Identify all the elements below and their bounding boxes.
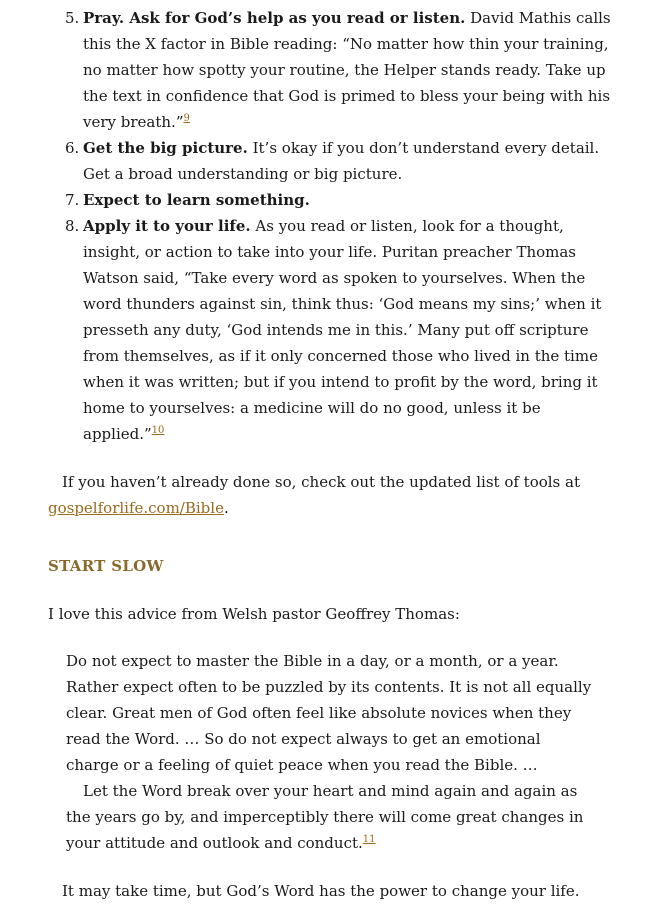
item-text: David Mathis calls this the X factor in Bible reading: “No matter how thin your training, no matter how spotty your routine, the Helper stands ready. Take up the text in confidence that God is primed to bless your being with his very breath.” xyxy=(83,9,611,131)
footnote-link[interactable]: 10 xyxy=(151,425,165,436)
intro-paragraph: I love this advice from Welsh pastor Geoffrey Thomas: xyxy=(48,605,460,623)
quote-text: Let the Word break over your heart and mind again and again as the years go by, and imperceptibly there will come great changes in your attitude and outlook and conduct. xyxy=(66,782,584,852)
footnote-ref-11[interactable] xyxy=(363,834,376,845)
item-lead: Apply it to your life. xyxy=(83,217,251,235)
tools-link[interactable]: gospelforlife.com/Bible xyxy=(48,499,224,517)
item-lead: Pray. Ask for God’s help as you read or listen. xyxy=(83,9,466,27)
footnote-link[interactable]: 9 xyxy=(183,113,190,124)
footnote-link[interactable]: 11 xyxy=(362,834,376,845)
item-lead: Expect to learn something. xyxy=(83,191,310,209)
quote-paragraph-1: Do not expect to master the Bible in a day, or a month, or a year. Rather expect often to be puzzled by its contents. It is not all equally clear. Great men of God often feel like absolute novices when they read the Word. … So do not expect always to get an emotional charge or a feeling of quiet peace when you read the Bible. … xyxy=(66,652,592,774)
item-text: It’s okay if you don’t understand every detail. Get a broad understanding or big picture. xyxy=(83,139,600,183)
list-item xyxy=(65,213,613,447)
tools-end: . xyxy=(223,499,229,517)
page-content xyxy=(0,5,656,904)
quote-paragraph-2 xyxy=(66,778,594,856)
tools-text: If you haven’t already done so, check out the updated list of tools at xyxy=(62,473,580,491)
list-item xyxy=(65,5,613,135)
steps-list xyxy=(0,5,613,447)
section-heading: START SLOW xyxy=(48,557,164,575)
list-item xyxy=(65,135,613,187)
footnote-ref-10[interactable] xyxy=(152,425,165,436)
tools-paragraph xyxy=(48,469,608,521)
item-number: 7. xyxy=(65,191,80,209)
list-item xyxy=(65,187,613,213)
item-number: 5. xyxy=(65,9,80,27)
block-quote xyxy=(66,648,594,856)
item-lead: Get the big picture. xyxy=(83,139,248,157)
item-number: 6. xyxy=(65,139,80,157)
closing-paragraph: It may take time, but God’s Word has the power to change your life. xyxy=(62,882,580,900)
footnote-ref-9[interactable] xyxy=(183,113,189,124)
item-number: 8. xyxy=(65,217,80,235)
item-text: As you read or listen, look for a thought, insight, or action to take into your life. Puritan preacher Thomas Watson said, “Take every word as spoken to yourselves. When the word thunders against sin, think thus: ‘God means my sins;’ when it presseth any duty, ‘God intends me in this.’ Many put off scripture from themselves, as if it only concerned those who lived in the time when it was written; but if you intend to profit by the word, bring it home to yourselves: a medicine will do no good, unless it be applied.” xyxy=(83,217,602,443)
